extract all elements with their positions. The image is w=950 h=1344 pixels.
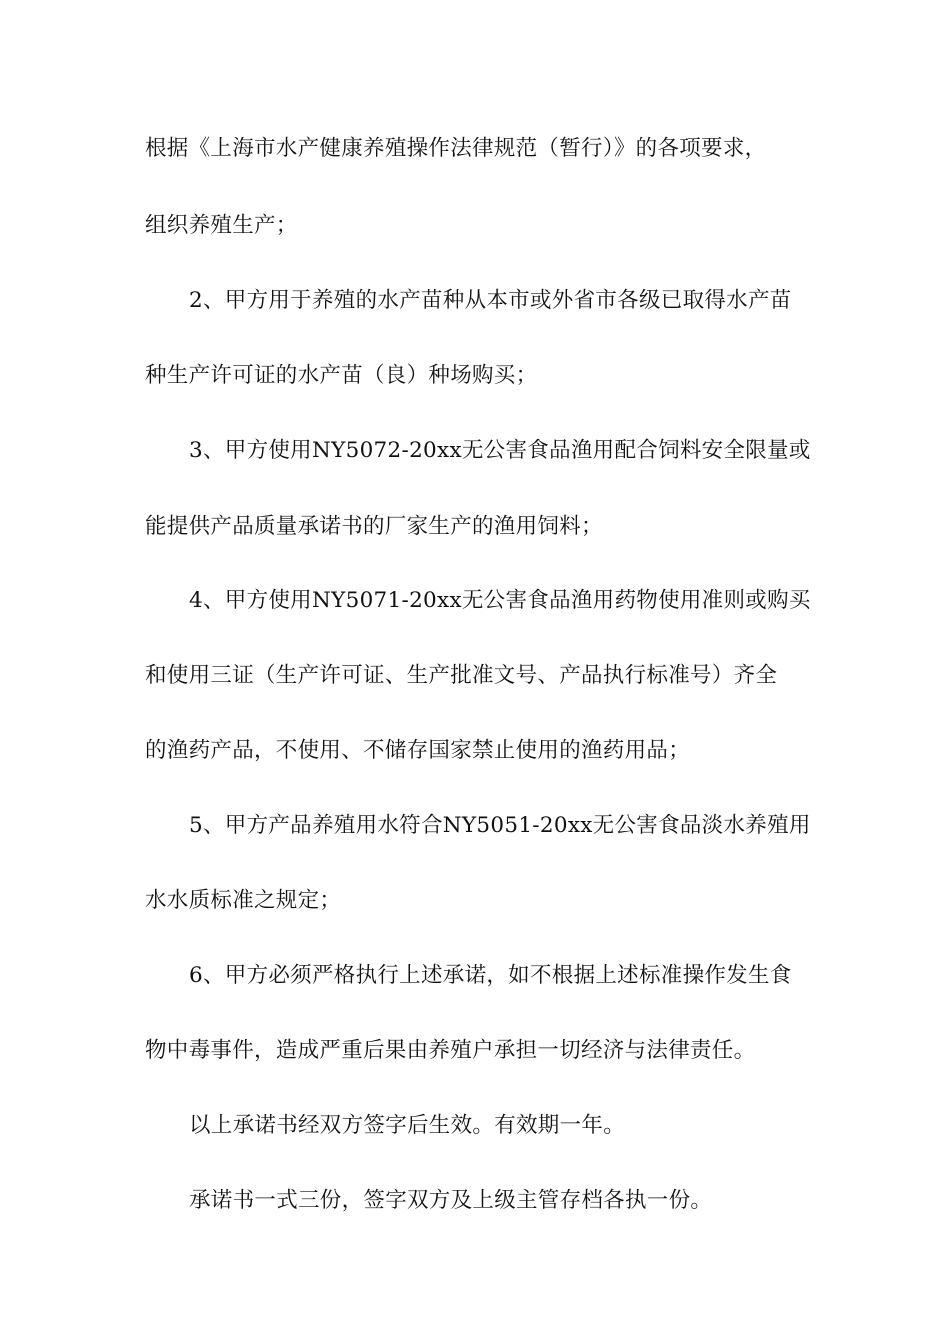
text-line-14: 以上承诺书经双方签字后生效。有效期一年。 <box>189 1113 626 1138</box>
text-line-15: 承诺书一式三份，签字双方及上级主管存档各执一份。 <box>189 1188 713 1213</box>
text-line-5: 3、甲方使用NY5072-20xx无公害食品渔用配合饲料安全限量或 <box>189 438 811 463</box>
text-line-6: 能提供产品质量承诺书的厂家生产的渔用饲料； <box>145 514 603 539</box>
text-line-3: 2、甲方用于养殖的水产苗种从本市或外省市各级已取得水产苗 <box>189 288 792 313</box>
text-line-7: 4、甲方使用NY5071-20xx无公害食品渔用药物使用准则或购买 <box>189 588 811 613</box>
text-line-1: 根据《上海市水产健康养殖操作法律规范（暂行）》的各项要求， <box>145 136 767 161</box>
text-line-8: 和使用三证（生产许可证、生产批准文号、产品执行标准号）齐全 <box>145 663 778 688</box>
text-line-4: 种生产许可证的水产苗（良）种场购买； <box>145 363 538 388</box>
text-line-9: 的渔药产品，不使用、不储存国家禁止使用的渔药用品； <box>145 738 691 763</box>
text-line-10: 5、甲方产品养殖用水符合NY5051-20xx无公害食品淡水养殖用 <box>189 813 811 838</box>
text-line-2: 组织养殖生产； <box>145 213 298 238</box>
text-line-12: 6、甲方必须严格执行上述承诺，如不根据上述标准操作发生食 <box>189 963 792 988</box>
text-line-13: 物中毒事件，造成严重后果由养殖户承担一切经济与法律责任。 <box>145 1038 756 1063</box>
text-line-11: 水水质标准之规定； <box>145 888 342 913</box>
